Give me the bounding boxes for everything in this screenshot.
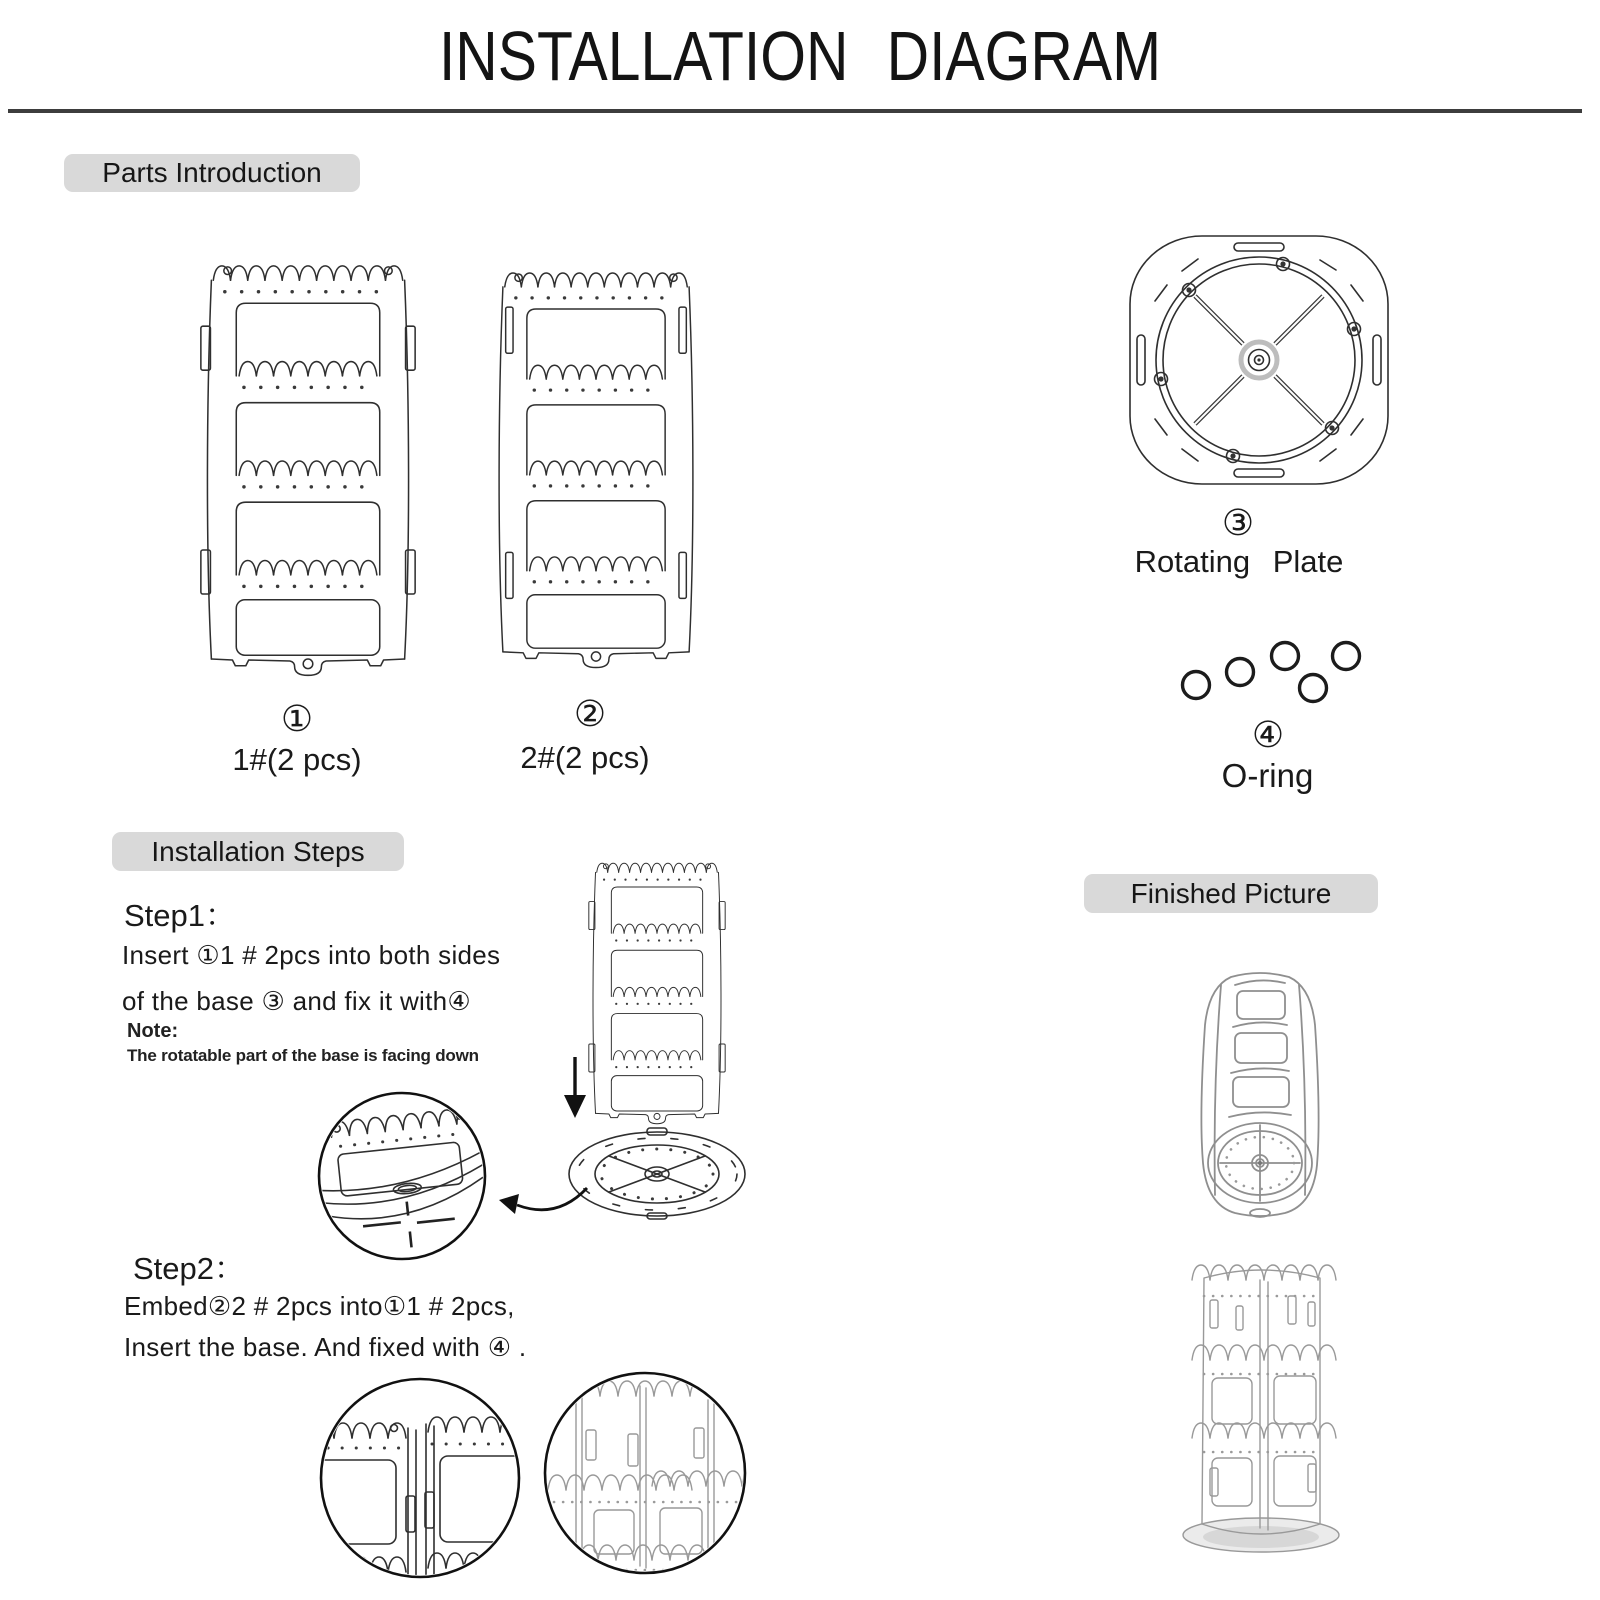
step2-line1: Embed②2 # 2pcs into①1 # 2pcs, xyxy=(124,1291,515,1321)
installation-steps-label: Installation Steps xyxy=(112,832,404,871)
part4-number: ④ xyxy=(1251,714,1285,755)
part1-caption: 1#(2 pcs) xyxy=(232,742,362,777)
page-title: INSTALLATION DIAGRAM xyxy=(438,17,1162,95)
title-divider xyxy=(8,109,1582,113)
part3-caption: Rotating Plate xyxy=(1134,544,1344,579)
step2-assembled-detail-circle xyxy=(542,1370,749,1577)
step1-panel-diagram xyxy=(587,848,727,1128)
part2-caption: 2#(2 pcs) xyxy=(520,740,650,775)
step2-line2: Insert the base. And fixed with ④ . xyxy=(124,1332,527,1362)
part2-number: ② xyxy=(573,693,607,734)
step2-heading: Step2： xyxy=(133,1251,246,1286)
step1-base-diagram xyxy=(565,1128,750,1220)
part1-panel-diagram xyxy=(198,242,418,682)
step1-detail-circle xyxy=(316,1090,488,1262)
finished-picture-top-view xyxy=(1185,965,1335,1220)
part3-number: ③ xyxy=(1221,502,1255,543)
plate-hub xyxy=(1241,342,1277,378)
step1-note-text: The rotatable part of the base is facing down xyxy=(127,1046,479,1065)
step1-note-title: Note: xyxy=(127,1020,179,1042)
finished-picture-standing-view xyxy=(1180,1252,1345,1557)
finished-picture-label: Finished Picture xyxy=(1084,874,1378,913)
parts-introduction-label: Parts Introduction xyxy=(64,154,360,192)
part2-panel-diagram xyxy=(490,242,702,682)
o-ring-diagram xyxy=(1150,638,1365,708)
part1-number: ① xyxy=(280,698,314,739)
step2-joining-detail-circle xyxy=(318,1376,523,1581)
rotating-plate-diagram xyxy=(1118,226,1400,498)
part4-caption: O-ring xyxy=(1221,757,1314,794)
step1-line1: Insert ①1 # 2pcs into both sides xyxy=(122,940,501,970)
step1-line2: of the base ③ and fix it with④ xyxy=(122,986,472,1016)
curved-arrow-icon xyxy=(495,1178,590,1224)
down-arrow-icon xyxy=(560,1055,590,1120)
step1-heading: Step1： xyxy=(124,898,237,933)
